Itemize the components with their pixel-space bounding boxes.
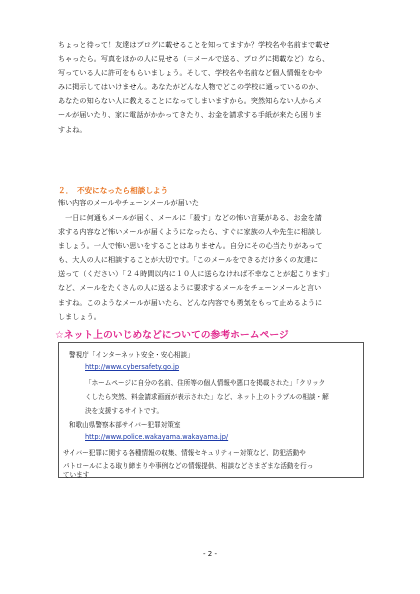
description-line: ています <box>63 471 90 479</box>
subheading: 怖い内容のメールやチェーンメールが届いた <box>58 198 200 207</box>
text-line: 送って（ください）「２４時間以内に１０人に送らなければ不幸なことが起こります」 <box>58 269 334 279</box>
reference-link[interactable]: http://www.cybersafety.go.jp <box>85 363 180 371</box>
org-name: 和歌山県警察本部サイバー犯罪対策室 <box>69 421 181 429</box>
description-line: くしたら突然、料金請求画面が表示された」など、ネット上のトラブルの相談・解 <box>85 393 329 401</box>
text-line: あなたの知らない人に教えることになってしまいますから。突然知らない人からメ <box>58 96 323 106</box>
org-name: 警視庁「インターネット安全・安心相談」 <box>69 351 194 359</box>
section-heading: ２． 不安になったら相談しよう <box>58 186 169 195</box>
text-line: ちょっと待って！友達はブログに載せることを知ってますか？学校名や名前まで載せ <box>58 40 330 49</box>
text-line: ールが届いたり、家に電話がかかってきたり、お金を請求する手紙が来たら困りま <box>58 110 323 120</box>
page-number: - 2 - <box>203 550 217 558</box>
text-line: ちゃったら。写真をほかの人に見せる（＝メールで送る、ブログに掲載など）なら、 <box>58 54 330 64</box>
description-line: 「ホームページに自分の名前、住所等の個人情報や悪口を掲載された」「クリック <box>85 379 326 387</box>
text-line: 写っている人に許可をもらいましょう。そして、学校名や名前など個人情報をむや <box>58 68 323 78</box>
paragraph-intro <box>58 38 364 137</box>
reference-link[interactable]: http://www.police.wakayama.wakayama.jp/ <box>85 433 229 441</box>
text-line: みに掲示してはいけません。あなたがどんな人物でどこの学校に通っているのか、 <box>58 82 323 92</box>
reference-box <box>58 342 364 478</box>
text-line: も、大人の人に相談することが大切です。「このメールをできるだけ多くの友達に <box>58 255 319 265</box>
paragraph-chain-mail <box>58 211 364 324</box>
text-line: すよね。 <box>58 124 87 134</box>
text-line: 求する内容など怖いメールが届くようになったら、すぐに家族の人や先生に相談し <box>58 227 323 237</box>
text-line: ますね。このようなメールが届いたら、どんな内容でも勇気をもって止めるように <box>58 297 323 307</box>
description-line: 決を支援するサイトです。 <box>85 407 164 415</box>
description-line: サイバー犯罪に関する各種情報の収集、情報セキュリティー対策など、防犯活動や <box>63 449 306 457</box>
text-line: 一日に何通もメールが届く、メールに「殺す」などの怖い言葉がある、お金を請 <box>58 213 322 222</box>
description-line: パトロールによる取り締まりや事例などの情報提供、相談などさまざまな活動を行っ <box>63 462 314 470</box>
text-line: しましょう。 <box>58 311 101 321</box>
text-line: ましょう。一人で怖い思いをすることはありません。自分にその心当たりがあって <box>58 241 323 251</box>
text-line: など、メールをたくさんの人に送るように要求するメールをチェーンメールと言い <box>58 283 322 293</box>
reference-title: ☆ネット上のいじめなどについての参考ホームページ <box>55 330 289 341</box>
